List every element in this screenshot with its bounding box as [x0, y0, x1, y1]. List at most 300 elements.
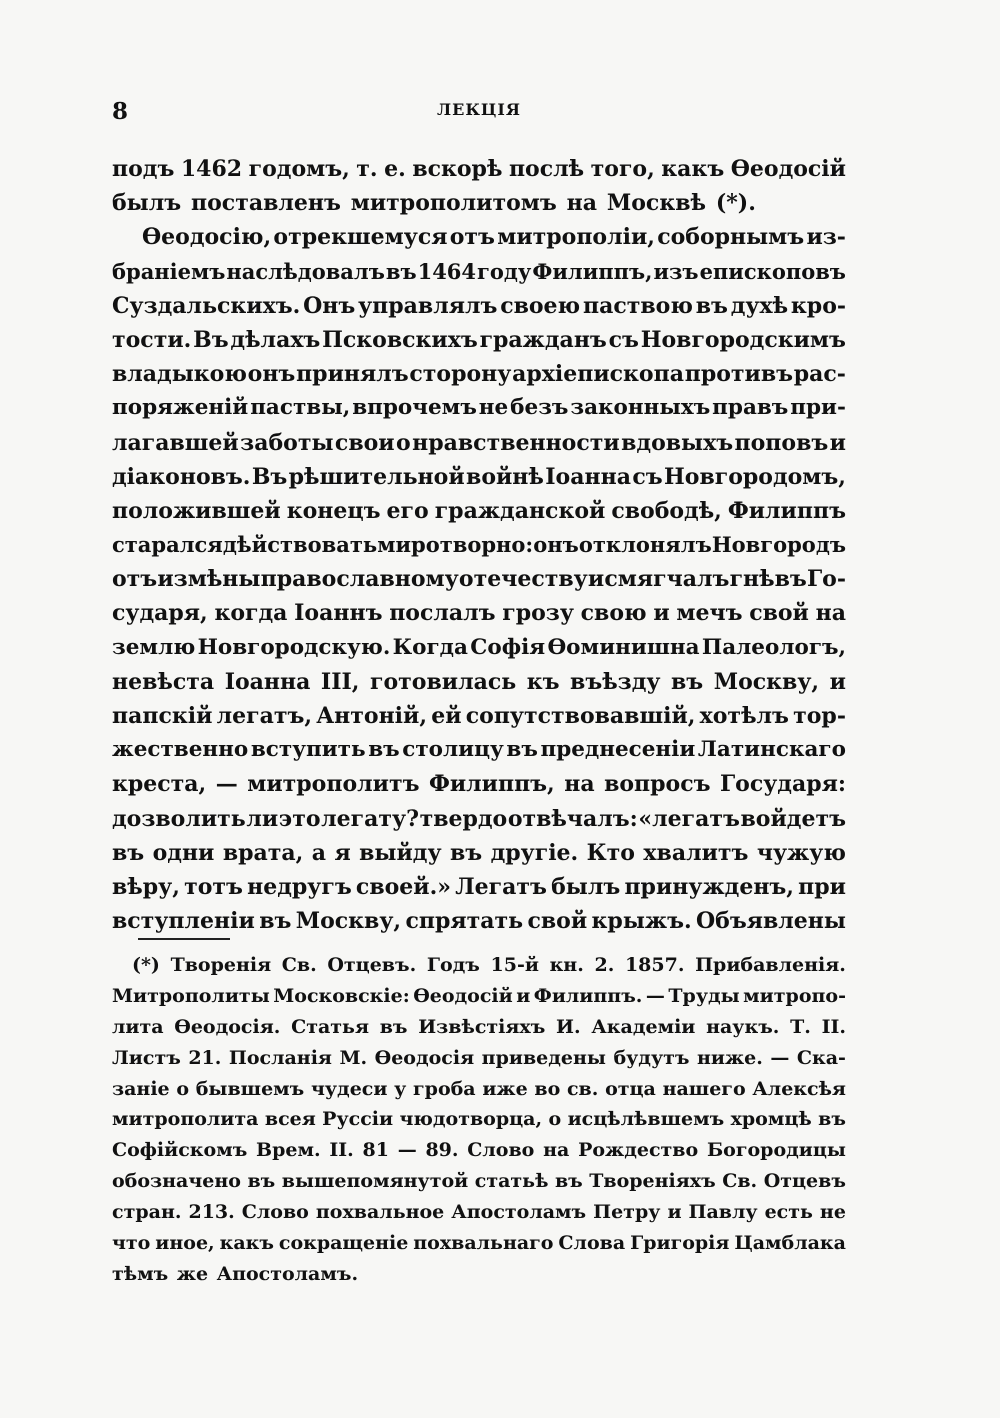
word: въѣзду — [570, 668, 661, 695]
word: сторону — [409, 361, 512, 388]
word: св. — [566, 1077, 599, 1100]
word: діаконовъ. — [112, 463, 251, 490]
word: соборнымъ — [657, 224, 805, 251]
word: Латинскаго — [697, 737, 846, 763]
word: вступить — [250, 737, 366, 763]
word: послѣ — [508, 156, 585, 182]
word: свой — [749, 600, 809, 627]
word: браніемъ — [112, 258, 226, 284]
word: дозволить — [112, 805, 246, 832]
word: свободѣ, — [611, 497, 722, 524]
word: Митрополиты — [112, 984, 270, 1007]
word: отвѣчалъ: — [507, 805, 638, 832]
word: т. — [356, 156, 378, 182]
text-line — [112, 460, 846, 494]
word: не — [819, 1201, 846, 1224]
text-line — [112, 186, 846, 220]
word: нравственности — [412, 429, 620, 456]
word: землю — [112, 634, 196, 660]
word: измѣны — [157, 566, 261, 593]
word: иже — [482, 1077, 528, 1100]
word: и — [667, 1201, 682, 1224]
word: и — [587, 566, 605, 593]
word: на — [564, 771, 595, 798]
word: врата, — [222, 839, 304, 866]
word: М. — [339, 1046, 368, 1069]
word: Ѳеодосію, — [142, 224, 272, 251]
word: Когда — [392, 634, 468, 660]
word: лагавшей — [112, 429, 239, 456]
word: вскорѣ — [412, 156, 503, 182]
word: Годъ — [426, 954, 480, 976]
word: своею — [500, 292, 581, 319]
word: наслѣдовалъ — [226, 258, 385, 284]
footnote-line — [112, 1228, 846, 1259]
word: Кто — [586, 839, 635, 866]
word: есть — [764, 1201, 813, 1224]
word: Въ — [193, 326, 229, 353]
main-text — [112, 152, 846, 938]
word: того, — [590, 156, 655, 182]
word: какъ — [219, 1232, 274, 1255]
word: въ — [695, 292, 728, 319]
word: Руссіи — [322, 1108, 394, 1131]
word: митрополіи, — [497, 224, 655, 251]
footnote-line — [112, 1197, 846, 1228]
word: какъ — [661, 156, 725, 182]
word: его — [386, 497, 429, 524]
word: у — [394, 1077, 407, 1100]
word: свой — [527, 908, 588, 935]
word: онъ — [533, 532, 579, 558]
word: въ — [368, 737, 400, 763]
word: Извѣстіяхъ — [418, 1015, 546, 1038]
word: Филиппъ — [727, 497, 846, 524]
word: правъ — [712, 395, 789, 421]
word: одни — [152, 839, 215, 866]
word: Іоанна — [545, 463, 631, 490]
word: съ — [632, 463, 663, 490]
word: иное, — [155, 1232, 215, 1255]
word: Григорія — [630, 1232, 730, 1255]
word: Новгородомъ, — [663, 463, 846, 490]
text-line — [112, 494, 846, 528]
word: Іоанна — [224, 668, 311, 695]
word: креста, — [112, 771, 207, 798]
word: законныхъ — [570, 395, 711, 421]
footnote-line — [112, 950, 846, 981]
word: и — [829, 668, 846, 695]
footnote-line — [112, 1259, 846, 1290]
word: паствы, — [250, 395, 351, 421]
word: обозначено — [112, 1170, 241, 1193]
text-line — [112, 289, 846, 323]
word: приведены — [481, 1046, 606, 1069]
word: Легатъ — [455, 873, 547, 900]
text-line — [112, 152, 846, 186]
word: «легатъ — [638, 805, 740, 832]
word: послалъ — [389, 600, 496, 627]
word: Ѳеодосій — [730, 156, 846, 182]
word: II. — [821, 1015, 846, 1038]
word: ей — [431, 703, 462, 729]
word: я — [334, 839, 351, 866]
word: отъ — [449, 224, 495, 251]
footnote-line — [112, 1104, 846, 1135]
word: дѣлахъ — [230, 326, 321, 353]
word: Листъ — [112, 1046, 181, 1069]
word: выйду — [359, 839, 442, 866]
word: невѣста — [112, 668, 215, 695]
word: Богородицы — [706, 1139, 846, 1162]
text-line — [112, 802, 846, 836]
word: легатъ, — [216, 703, 313, 729]
word: е. — [384, 156, 406, 182]
word: Апостоламъ — [451, 1201, 587, 1224]
word: миротворно: — [377, 532, 534, 558]
word: войдетъ — [740, 805, 846, 832]
word: Новгородскую. — [197, 634, 391, 660]
word: митрополитомъ — [350, 190, 557, 217]
word: Твореніяхъ — [589, 1170, 716, 1193]
word: о — [396, 429, 411, 456]
running-title: ЛЕКЦІЯ — [437, 100, 521, 119]
text-line — [112, 631, 846, 665]
word: заніе — [112, 1077, 170, 1100]
word: Павлу — [688, 1201, 758, 1224]
word: во — [534, 1077, 561, 1100]
word: тѣмъ — [112, 1262, 169, 1285]
word: не — [478, 395, 509, 421]
word: Псковскихъ — [322, 326, 478, 353]
word: Статья — [291, 1015, 369, 1038]
word: статьѣ — [474, 1170, 549, 1193]
word: Посланія — [228, 1046, 332, 1069]
word: лита — [112, 1015, 164, 1038]
word: наукъ. — [706, 1015, 780, 1038]
word: заботы — [240, 429, 334, 456]
word: Іоаннъ — [294, 600, 383, 627]
word: нашего — [662, 1077, 746, 1100]
word: Палеологъ, — [701, 634, 846, 660]
word: крыжъ. — [591, 908, 692, 935]
word: легату? — [321, 805, 419, 832]
word: своей.» — [355, 873, 452, 900]
word: при- — [790, 395, 846, 421]
word: Врем. — [256, 1139, 321, 1162]
word: (*) — [132, 954, 160, 976]
word: из- — [806, 224, 846, 251]
word: готовилась — [370, 668, 517, 695]
text-line — [112, 391, 846, 425]
word: сударя, — [112, 600, 208, 627]
text-line — [112, 596, 846, 630]
word: Объявлены — [696, 908, 846, 935]
word: 15-й — [490, 954, 539, 976]
word: отъ — [112, 566, 158, 593]
word: 2. — [594, 954, 615, 976]
word: изъ — [653, 258, 699, 284]
footnote — [112, 950, 846, 1290]
word: Апостоламъ. — [216, 1262, 359, 1285]
word: грозу — [502, 600, 574, 627]
word: Академіи — [591, 1015, 696, 1038]
word: свои — [334, 429, 395, 456]
word: Новгородъ — [711, 532, 846, 558]
text-line — [112, 220, 846, 254]
text-line — [112, 904, 846, 938]
word: положившей — [112, 497, 281, 524]
word: Рождество — [578, 1139, 699, 1162]
footnote-line — [112, 1074, 846, 1105]
word: кро- — [790, 292, 846, 319]
word: Т. — [790, 1015, 811, 1038]
word: Св. — [722, 1170, 758, 1193]
word: принужденъ, — [624, 873, 794, 900]
word: другіе. — [490, 839, 579, 866]
word: Новгородскимъ — [640, 326, 846, 353]
word: безъ — [510, 395, 569, 421]
word: хромцѣ — [730, 1108, 812, 1131]
word: папскій — [112, 703, 213, 729]
word: 213. — [188, 1201, 235, 1224]
word: Труды — [668, 984, 740, 1007]
word: Ѳеодосія — [374, 1046, 475, 1069]
word: 89. — [425, 1139, 459, 1162]
word: что — [112, 1232, 151, 1255]
word: епископовъ — [699, 258, 846, 284]
word: конецъ — [286, 497, 381, 524]
word: году — [477, 258, 532, 284]
text-line — [112, 357, 846, 391]
word: это — [278, 805, 321, 832]
word: ниже. — [696, 1046, 763, 1069]
word: преднесеніи — [540, 737, 696, 763]
footnote-divider — [138, 938, 230, 940]
word: — — [215, 771, 238, 798]
word: поряженій — [112, 395, 249, 421]
word: Слово — [241, 1201, 309, 1224]
word: стран. — [112, 1201, 182, 1224]
word: Отцевъ. — [327, 954, 417, 976]
word: въ — [554, 1170, 583, 1193]
word: (*). — [715, 190, 756, 217]
word: въ — [506, 737, 538, 763]
word: же — [176, 1262, 209, 1285]
word: вѣру, — [112, 873, 180, 900]
footnote-line — [112, 1135, 846, 1166]
word: и — [653, 600, 670, 627]
word: въ — [449, 839, 483, 866]
word: недругъ — [247, 873, 352, 900]
footnote-line — [112, 1166, 846, 1197]
word: митрополитъ — [247, 771, 420, 798]
word: Суздальскихъ. — [112, 292, 301, 319]
word: въ — [112, 839, 145, 866]
word: мечъ — [676, 600, 743, 627]
word: Софія — [470, 634, 546, 660]
word: отклонялъ — [578, 532, 712, 558]
word: Государя: — [719, 771, 846, 798]
word: Ска- — [796, 1046, 846, 1069]
word: годомъ, — [248, 156, 350, 182]
word: въ — [385, 258, 417, 284]
word: въ — [818, 1108, 846, 1131]
word: — — [770, 1046, 790, 1069]
word: когда — [214, 600, 288, 627]
word: гражданъ — [479, 326, 607, 353]
text-line — [112, 870, 846, 904]
word: въ — [379, 1015, 408, 1038]
word: свою — [580, 600, 647, 627]
word: гражданской — [434, 497, 606, 524]
word: — — [645, 984, 665, 1007]
word: Филиппъ, — [428, 771, 555, 798]
word: спрятать — [405, 908, 524, 935]
word: Го- — [806, 566, 846, 593]
word: Ѳеодосій — [413, 984, 513, 1007]
word: на — [815, 600, 846, 627]
word: подъ — [112, 156, 175, 182]
word: вышепомянутой — [281, 1170, 469, 1193]
word: всея — [264, 1108, 316, 1131]
word: и — [829, 429, 846, 456]
word: Алексѣя — [752, 1077, 846, 1100]
word: Творенія — [170, 954, 272, 976]
word: о — [176, 1077, 190, 1100]
page-header — [112, 98, 846, 128]
footnote-line — [112, 981, 846, 1012]
word: отечеству — [458, 566, 588, 593]
word: 1857. — [624, 954, 685, 976]
word: отрекшемуся — [273, 224, 448, 251]
word: о — [548, 1108, 562, 1131]
word: Въ — [251, 463, 288, 490]
word: въ — [247, 1170, 276, 1193]
text-line — [112, 699, 846, 733]
word: жественно — [112, 737, 249, 763]
word: отца — [605, 1077, 656, 1100]
word: — — [397, 1139, 417, 1162]
word: митрополита — [112, 1108, 259, 1131]
word: въ — [259, 908, 292, 935]
text-line — [112, 836, 846, 870]
word: къ — [526, 668, 560, 695]
word: рас- — [793, 361, 846, 388]
word: исцѣлѣвшемъ — [567, 1108, 725, 1131]
word: Онъ — [303, 292, 356, 319]
text-line — [112, 528, 846, 562]
word: старался — [112, 532, 223, 558]
word: смягчалъ — [604, 566, 730, 593]
word: войнѣ — [466, 463, 544, 490]
word: вступленіи — [112, 908, 255, 935]
word: на — [543, 1139, 570, 1162]
text-line — [112, 426, 846, 460]
word: 21. — [188, 1046, 222, 1069]
word: твердо — [419, 805, 508, 832]
word: Ѳоминишна — [547, 634, 700, 660]
word: православному — [260, 566, 459, 593]
word: принялъ — [296, 361, 409, 388]
word: будутъ — [613, 1046, 690, 1069]
text-line — [112, 767, 846, 801]
word: духѣ — [730, 292, 789, 319]
word: и — [516, 984, 531, 1007]
word: Прибавленія. — [695, 954, 846, 976]
footnote-line — [112, 1043, 846, 1074]
word: впрочемъ — [352, 395, 477, 421]
word: Слова — [558, 1232, 626, 1255]
word: митропо- — [743, 984, 846, 1007]
word: поставленъ — [191, 190, 341, 217]
word: похвальнаго — [413, 1232, 554, 1255]
word: похвальное — [315, 1201, 445, 1224]
word: тости. — [112, 326, 192, 353]
word: чужую — [756, 839, 846, 866]
word: бывшемъ — [195, 1077, 305, 1100]
word: Филиппъ, — [532, 258, 653, 284]
word: рѣшительной — [288, 463, 465, 490]
word: противъ — [684, 361, 793, 388]
word: хотѣлъ — [699, 703, 789, 729]
word: Антоній, — [316, 703, 428, 729]
word: II. — [329, 1139, 354, 1162]
word: паствою — [582, 292, 693, 319]
word: 1462 — [180, 156, 243, 182]
word: И. — [556, 1015, 581, 1038]
word: а — [311, 839, 326, 866]
word: управлялъ — [358, 292, 498, 319]
word: сопутствовавшій, — [465, 703, 696, 729]
word: Св. — [281, 954, 317, 976]
word: поповъ — [734, 429, 829, 456]
word: кн. — [549, 954, 584, 976]
word: хвалитъ — [643, 839, 749, 866]
word: Слово — [467, 1139, 535, 1162]
word: Ѳеодосія. — [174, 1015, 281, 1038]
word: сокращеніе — [278, 1232, 409, 1255]
word: Отцевъ — [763, 1170, 846, 1193]
word: вопросъ — [604, 771, 711, 798]
word: Софійскомъ — [112, 1139, 248, 1162]
text-line — [112, 733, 846, 767]
text-line — [112, 562, 846, 596]
page-number: 8 — [112, 98, 129, 125]
footnote-line — [112, 1012, 846, 1043]
word: гнѣвъ — [729, 566, 807, 593]
text-line — [112, 323, 846, 357]
word: архіепископа — [512, 361, 684, 388]
text-line — [112, 665, 846, 699]
word: былъ — [551, 873, 621, 900]
word: съ — [608, 326, 639, 353]
word: на — [566, 190, 598, 217]
word: III, — [320, 668, 360, 695]
word: Москву, — [713, 668, 820, 695]
word: столицу — [402, 737, 504, 763]
word: Филиппъ. — [533, 984, 643, 1007]
word: вдовыхъ — [621, 429, 734, 456]
word: 81 — [362, 1139, 389, 1162]
word: тотъ — [184, 873, 243, 900]
word: онъ — [247, 361, 296, 388]
text-line — [112, 255, 846, 289]
word: чудеси — [310, 1077, 388, 1100]
word: Московскіе: — [273, 984, 410, 1007]
word: ли — [246, 805, 279, 832]
word: тор- — [793, 703, 846, 729]
